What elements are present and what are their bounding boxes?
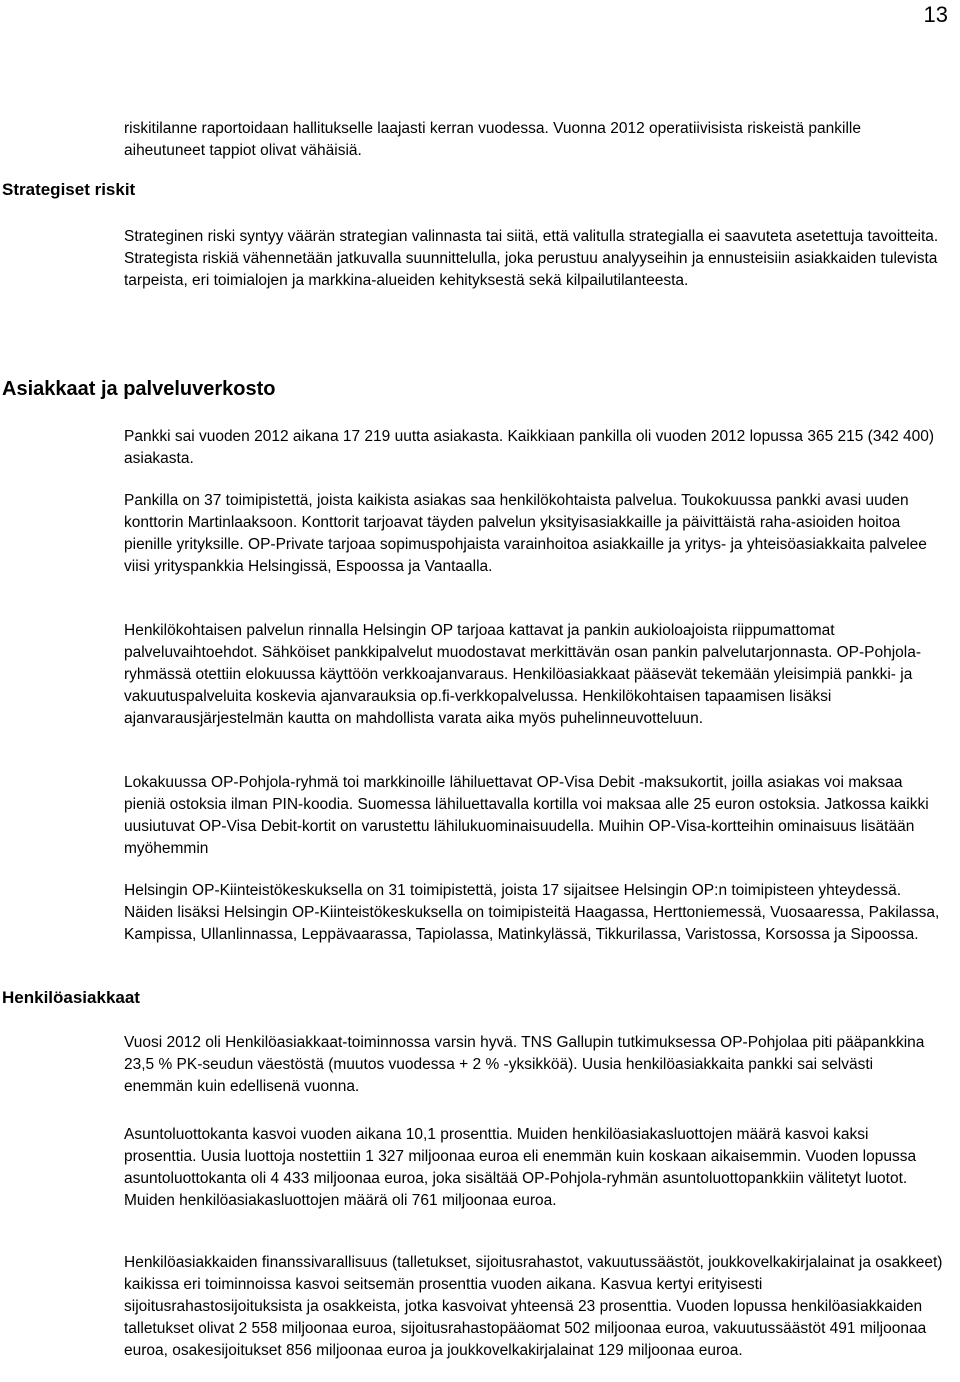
paragraph-electronic-services: Henkilökohtaisen palvelun rinnalla Helsingin OP tarjoaa kattavat ja pankin aukioloajoista riippumattomat palveluvaihtoehdot. Sähköiset pankkipalvelut muodostavat merkittävän osan pankin palvelutarjonnasta. OP-Pohjola-ryhmässä otettiin elokuussa käyttöön verkkoajanvaraus. Henkilöasiakkaat pääsevät tekemään yleisimpiä pankki- ja vakuutuspalveluita koskevia ajanvarauksia op.fi-verkkopalvelussa. Henkilökohtaisen tapaamisen lisäksi ajanvarausjärjestelmän kautta on mahdollista varata aika myös puhelinneuvotteluun. — [124, 622, 922, 727]
paragraph-strategic-risk: Strateginen riski syntyy väärän strategian valinnasta tai siitä, että valitulla strategialla ei saavuteta asetettuja tavoitteita. Strategista riskiä vähennetään jatkuvalla suunnittelulla, joka perustuu analyyseihin ja ennusteisiin asiakkaiden tulevista tarpeista, eri toimialojen ja markkina-alueiden kehityksestä sekä kilpailutilanteesta. — [124, 228, 939, 289]
paragraph-home-loans: Asuntoluottokanta kasvoi vuoden aikana 10,1 prosenttia. Muiden henkilöasiakasluottojen määrä kasvoi kaksi prosenttia. Uusia luottoja nostettiin 1 327 miljoonaa euroa eli enemmän kuin koskaan aikaisemmin. Vuoden lopussa asuntoluottokanta oli 4 433 miljoonaa euroa, joka sisältää OP-Pohjola-ryhmän asuntoluottopankkiin välitetyt luotot. Muiden henkilöasiakasluottojen määrä oli 761 miljoonaa euroa. — [124, 1126, 917, 1209]
paragraph-private-customers-year: Vuosi 2012 oli Henkilöasiakkaat-toiminnossa varsin hyvä. TNS Gallupin tutkimuksessa OP-Pohjolaa piti pääpankkina 23,5 % PK-seudun väestöstä (muutos vuodessa + 2 % -yksikköä). Uusia henkilöasiakkaita pankki sai selvästi enemmän kuin edellisenä vuonna. — [124, 1034, 925, 1095]
side-label-private-customers: Henkilöasiakkaat — [2, 988, 140, 1007]
page-number: 13 — [923, 2, 948, 27]
paragraph-financial-assets: Henkilöasiakkaiden finanssivarallisuus (talletukset, sijoitusrahastot, vakuutussäästöt, joukkovelkakirjalainat ja osakkeet) kaikissa eri toiminnoissa kasvoi seitsemän prosenttia vuoden aikana. Kasvua kertyi erityisesti sijoitusrahastosijoituksista ja osakkeista, jotka kasvoivat yhteensä 23 prosenttia. Vuoden lopussa henkilöasiakkaiden talletukset olivat 2 558 miljoonaa euroa, sijoitusrahastopääomat 502 miljoonaa euroa, vakuutussäästöt 491 miljoonaa euroa, osakesijoitukset 856 miljoonaa euroa ja joukkovelkakirjalainat 129 miljoonaa euroa. — [124, 1254, 943, 1359]
paragraph-new-customers: Pankki sai vuoden 2012 aikana 17 219 uutta asiakasta. Kaikkiaan pankilla oli vuoden 2012 lopussa 365 215 (342 400) asiakasta. — [124, 428, 935, 467]
section-heading-customers-network: Asiakkaat ja palveluverkosto — [2, 378, 276, 400]
paragraph-operational-risks: riskitilanne raportoidaan hallitukselle laajasti kerran vuodessa. Vuonna 2012 operatiivisista riskeistä pankille aiheutuneet tappiot olivat vähäisiä. — [124, 120, 861, 159]
paragraph-visa-debit: Lokakuussa OP-Pohjola-ryhmä toi markkinoille lähiluettavat OP-Visa Debit -maksukortit, joilla asiakas voi maksaa pieniä ostoksia ilman PIN-koodia. Suomessa lähiluettavalla kortilla voi maksaa alle 25 euron ostoksia. Jatkossa kaikki uusiutuvat OP-Visa Debit-kortit on varustettu lähilukuominaisuudella. Muihin OP-Visa-kortteihin ominaisuus lisätään myöhemmin — [124, 774, 929, 857]
side-label-strategic-risks: Strategiset riskit — [2, 180, 136, 199]
paragraph-branch-network: Pankilla on 37 toimipistettä, joista kaikista asiakas saa henkilökohtaista palvelua. Toukokuussa pankki avasi uuden konttorin Martinlaaksoon. Konttorit tarjoavat täyden palvelun yksityisasiakkaille ja päivittäistä raha-asioiden hoitoa pienille yrityksille. OP-Private tarjoaa sopimuspohjaista varainhoitoa asiakkaille ja yritys- ja yhteisöasiakkaita palvelee viisi yrityspankkia Helsingissä, Espoossa ja Vantaalla. — [124, 492, 927, 575]
paragraph-real-estate: Helsingin OP-Kiinteistökeskuksella on 31 toimipistettä, joista 17 sijaitsee Helsingin OP:n toimipisteen yhteydessä. Näiden lisäksi Helsingin OP-Kiinteistökeskuksella on toimipisteitä Haagassa, Herttoniemessä, Vuosaaressa, Pakilassa, Kampissa, Ullanlinnassa, Leppävaarassa, Tapiolassa, Matinkylässä, Tikkurilassa, Varistossa, Korsossa ja Sipoossa. — [124, 882, 940, 943]
